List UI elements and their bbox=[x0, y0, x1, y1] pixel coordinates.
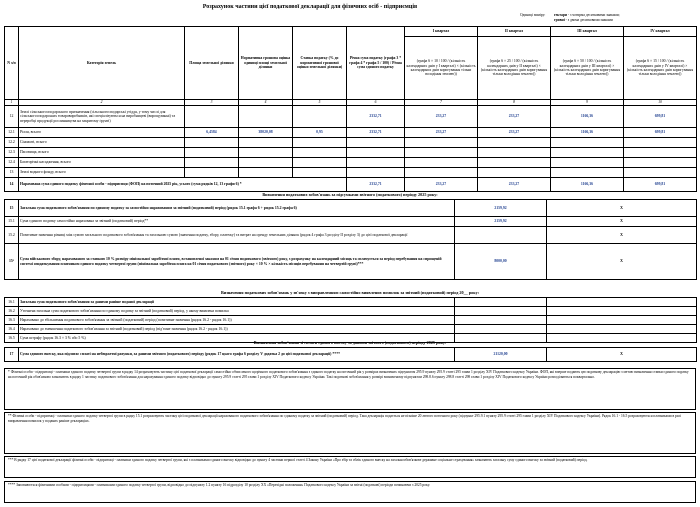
col-num: 3 bbox=[185, 100, 239, 106]
row-x: X bbox=[547, 200, 697, 217]
row-text: Загальна сума податкового зобов'язання за даними раніше поданої декларації bbox=[19, 298, 455, 307]
table-row bbox=[5, 244, 697, 280]
row-value: 8000,00 bbox=[455, 244, 547, 280]
footnote-2: ** Фізичні особи - підприємці - платники єдиного податку четвертої групи в рядку 15.1 розраховують частину цієї податкової декларації нарахованого податкового зобов'язання по єдиному податку за звітний (податковий) період. Така декларація подається не пізніше 20 лютого поточного року (підпункт 295.9.1 пункту 295.9 статті 295 глави 1 розділу XIV Податкового кодексу України). Рядок 16.1 - 16.5 розраховуються платниками в разі виправлення помилок у поданих раніше деклараціях. bbox=[4, 412, 696, 454]
liabilities-table bbox=[4, 199, 697, 280]
col-num: 4 bbox=[239, 100, 293, 106]
table-row bbox=[5, 298, 697, 307]
row-x: X bbox=[547, 244, 697, 280]
table-row bbox=[5, 106, 697, 128]
row-q2: 233,27 bbox=[478, 128, 551, 138]
footnote-3: *** В рядку 17 цієї податкової декларації фізичні особи - підприємці - платники єдиного податку четвертої групи, які є платниками єдиного внеску відповідно до пункту 4 частини першої статті 4 Закону України «Про збір та облік єдиного внеску на загальнообов'язкове державне соціальне страхування» зазначають загальну суму єдиного внеску за звітний (податковий) період. bbox=[4, 456, 696, 478]
table-row bbox=[5, 316, 697, 325]
header-no: N з/п bbox=[5, 27, 19, 100]
row-ngo bbox=[239, 106, 293, 128]
row-text: Уточнена загальна сума податкового зобов'язання по єдиному податку за звітний (податковий) період, у якому виявлена помилка bbox=[19, 307, 455, 316]
row-q1: 233,27 bbox=[405, 106, 478, 128]
row-text: Нараховано до зменшення податкового зобов'язання за звітний (податковий) період (від'ємне значення (рядок 16.2 - рядок 16.1)) bbox=[19, 325, 455, 334]
land-tax-table bbox=[4, 26, 697, 192]
row-category: Багаторічні насадження, всього bbox=[19, 158, 185, 168]
row-category: Землі водного фонду, всього bbox=[19, 168, 185, 178]
total-q3: 1166,36 bbox=[551, 178, 624, 192]
col-num: 7 bbox=[405, 100, 478, 106]
table-row bbox=[5, 138, 697, 148]
units-legend bbox=[520, 13, 696, 22]
header-q1-desc: (графа 6 × 10 / 100 / (кількість календарних днів у І кварталі) × (кількість календарних днів коригування тільки володіння землею)) bbox=[405, 37, 478, 100]
table-row bbox=[5, 128, 697, 138]
header-category: Категорія земель bbox=[19, 27, 185, 100]
table-row bbox=[5, 168, 697, 178]
table-row bbox=[5, 148, 697, 158]
section-heading-corrections: Визначення податкових зобов'язань у зв'язку з виправленням самостійно виявлених помилок за звітний (податковий) період 20__ року: bbox=[220, 290, 480, 295]
header-q1: І квартал bbox=[405, 27, 478, 37]
header-ngo: Нормативна грошова оцінка одиниці площі земельної ділянки bbox=[239, 27, 293, 100]
units-label: Одиниці виміру: bbox=[520, 13, 546, 17]
total-label: Нарахована сума єдиного податку фізичної особи - підприємця (ФОП) на поточний 2025 рік, усього (сума рядків 12, 13 графи 6) * bbox=[19, 178, 347, 192]
row-annual: 2332,71 bbox=[347, 106, 405, 128]
row-no: 12.2 bbox=[5, 138, 19, 148]
header-area: Площа земельної ділянки bbox=[185, 27, 239, 100]
row-no: 16.3 bbox=[5, 316, 19, 325]
row-no: 13 bbox=[5, 168, 19, 178]
section-heading-esv: Визначення зобов'язань зі сплати єдиного внеску за даними звітного (податкового) періоду 2025 року: bbox=[253, 340, 447, 345]
header-q4-desc: (графа 6 × 15 / 100 / (кількість календарних днів у IV кварталі) × (кількість календарних днів коригування тільки володіння землею)) bbox=[624, 37, 697, 100]
header-q2: ІІ квартал bbox=[478, 27, 551, 37]
row-rate: 0,95 bbox=[293, 128, 347, 138]
table-row bbox=[5, 217, 697, 227]
row-text: Сума єдиного внеску, яка підлягає сплаті на небюджетні рахунки, за даними звітного (податкового) періоду (рядок 17 цього графа 6 розділу V додатка 2 до цієї податкової декларації) **** bbox=[19, 348, 455, 362]
section-heading-liabilities: Визначення податкових зобов'язань за підсумками звітного (податкового) періоду 2025 року: bbox=[262, 192, 438, 197]
header-q3-desc: (графа 6 × 50 / 100 / (кількість календарних днів у ІІІ кварталі) × (кількість календарних днів коригування тільки володіння землею)) bbox=[551, 37, 624, 100]
table-row bbox=[5, 307, 697, 316]
row-x: X bbox=[547, 348, 697, 362]
row-value: 21120,00 bbox=[455, 348, 547, 362]
row-no: 12.1 bbox=[5, 128, 19, 138]
col-num: 10 bbox=[624, 100, 697, 106]
row-no: 12.3 bbox=[5, 148, 19, 158]
row-category: Землі сільськогосподарського призначення (сільськогосподарські угіддя, у тому числі для сільськогосподарських товаровиробників, які спеціалізуються на виробництві (вирощуванні) та переробці продукції рослинництва на закритому ґрунті) bbox=[19, 106, 185, 128]
total-q1: 233,27 bbox=[405, 178, 478, 192]
row-no: 17 bbox=[5, 348, 19, 362]
row-q2: 233,27 bbox=[478, 106, 551, 128]
row-value: 2159,92 bbox=[455, 217, 547, 227]
row-q4: 699,81 bbox=[624, 106, 697, 128]
row-category: Сіножаті, всього bbox=[19, 138, 185, 148]
total-annual: 2332,71 bbox=[347, 178, 405, 192]
col-num: 8 bbox=[478, 100, 551, 106]
footnote-1: * Фізичні особи - підприємці - платники єдиного податку четвертої групи в рядку 14 розраховують частину цієї податкової декларації самостійно обчисленого щорічного податкового зобов'язання з єдиного податку на поточний рік у розмірах визначених підпунктом 295.9 пункту 295.9 статті 295 глави 1 розділу XIV Податкового кодексу України. ФОП, які вперше подають цю податкову декларацію з метою визначення ставки єдиного податку на поточний рік обов'язково зазначають в рядку 1 частину податкового зобов'язання для нарахування єдиного податку відповідно до пункту 295.9 статті 295 глави 1 розділу XIV Податкового кодексу України. Такі податкові зобов'язання у розмірі визначеному підпунктом 298.8.6 пункту 298.8 статті 298 глави 1 розділу XIV Податкового кодексу України розподіляються поквартально. bbox=[4, 368, 696, 410]
header-q2-desc: (графа 6 × 25 / 100 / (кількість календарних днів у ІІ кварталі) × (кількість календарних днів коригування тільки володіння землею)) bbox=[478, 37, 551, 100]
col-num: 2 bbox=[19, 100, 185, 106]
esv-table bbox=[4, 347, 697, 362]
row-text: Сума військового збору, нарахованого за ставкою 10 % розміру мінімальної заробітної плати, встановленої законом на 01 січня податкового (звітного) року, з розрахунку на календарний місяць та сплачується за період перебування на спрощеній системі оподаткування платником єдиного податку четвертої групи (мінімальна заробітна плата на 01 січня податкового (звітного) року × 10 % × кількість місяців перебування на четвертій групі)*** bbox=[19, 244, 455, 280]
total-q2: 233,27 bbox=[478, 178, 551, 192]
table-row bbox=[5, 227, 697, 244]
page-title: Розрахунок частини цієї податкової декларації для фізичних осіб - підприємців bbox=[202, 4, 418, 10]
col-num: 5 bbox=[293, 100, 347, 106]
row-value: 2159,92 bbox=[455, 200, 547, 217]
table-row bbox=[5, 200, 697, 217]
footnote-4: **** Заповнюється фізичними особами - підприємцями - платниками єдиного податку четвертої групи, відповідно до підпункту 1.2 пункту 16 підрозділу 10 розділу XX «Перехідні положення» Податкового кодексу України за звітні (податкові) періоди починаючи з 2025 року. bbox=[4, 481, 696, 503]
row-no: 12.4 bbox=[5, 158, 19, 168]
row-text: Сума єдиного податку самостійно нарахована за звітний (податковий) період** bbox=[19, 217, 455, 227]
row-no: 15.2 bbox=[5, 227, 19, 244]
total-row bbox=[5, 178, 697, 192]
row-no: 16.5 bbox=[5, 334, 19, 343]
row-rate bbox=[293, 106, 347, 128]
row-text: Нараховано до збільшення податкового зобов'язання за звітний (податковий) період (позитивне значення (рядок 16.2 - рядок 16.1)) bbox=[19, 316, 455, 325]
header-q4: IV квартал bbox=[624, 27, 697, 37]
row-value bbox=[455, 227, 547, 244]
table-row bbox=[5, 348, 697, 362]
corrections-table bbox=[4, 297, 697, 343]
row-no: 12 bbox=[5, 106, 19, 128]
units-hectares-desc: - з чотирма десятковими знаками; bbox=[567, 13, 620, 17]
row-category: Пасовища, всього bbox=[19, 148, 185, 158]
row-no: 15.1 bbox=[5, 217, 19, 227]
units-uah-desc: - з двома десятковими знаками bbox=[565, 17, 613, 22]
row-no: 15 bbox=[5, 200, 19, 217]
header-annual: Річна сума податку (графа 3 * графа 4 * графа 5 / 100) / Річна сума єдиного податку bbox=[347, 27, 405, 100]
row-q3: 1166,36 bbox=[551, 128, 624, 138]
total-q4: 699,81 bbox=[624, 178, 697, 192]
row-ngo: 38020,08 bbox=[239, 128, 293, 138]
header-rate: Ставка податку (% до нормативної грошової оцінки земельної ділянки) bbox=[293, 27, 347, 100]
row-x: X bbox=[547, 227, 697, 244]
row-area: 6,4584 bbox=[185, 128, 239, 138]
table-row bbox=[5, 325, 697, 334]
row-no: 16.1 bbox=[5, 298, 19, 307]
table-row bbox=[5, 158, 697, 168]
row-no: 15³ bbox=[5, 244, 19, 280]
row-q3: 1166,36 bbox=[551, 106, 624, 128]
row-no: 16.4 bbox=[5, 325, 19, 334]
row-no: 16.2 bbox=[5, 307, 19, 316]
col-num: 6 bbox=[347, 100, 405, 106]
row-q4: 699,81 bbox=[624, 128, 697, 138]
row-text: Сума штрафу (рядок 16.3 × 3 % або 5 %) bbox=[19, 334, 455, 343]
row-q1: 233,27 bbox=[405, 128, 478, 138]
units-uah: гривні bbox=[554, 17, 565, 22]
units-hectares: гектари bbox=[554, 13, 567, 17]
row-annual: 2332,71 bbox=[347, 128, 405, 138]
row-text: Загальна сума податкового зобов'язання по єдиному податку за самостійно нарахованим за звітний (податковий) період (рядок 15.1 графа 6 + рядок 15.2 графа 6) bbox=[19, 200, 455, 217]
row-area bbox=[185, 106, 239, 128]
row-x: X bbox=[547, 217, 697, 227]
header-q3: ІІІ квартал bbox=[551, 27, 624, 37]
col-num: 1 bbox=[5, 100, 19, 106]
row-text: Позитивне значення різниці між сумою загального податкового зобов'язання та загальною сумою (значення податку, збору, платежу) та витрат на оренду земельних ділянок (рядок 4 графа 3 розділу II розділу 3) до цієї податкової декларації bbox=[19, 227, 455, 244]
row-category: Рілля, всього bbox=[19, 128, 185, 138]
total-no: 14 bbox=[5, 178, 19, 192]
col-num: 9 bbox=[551, 100, 624, 106]
